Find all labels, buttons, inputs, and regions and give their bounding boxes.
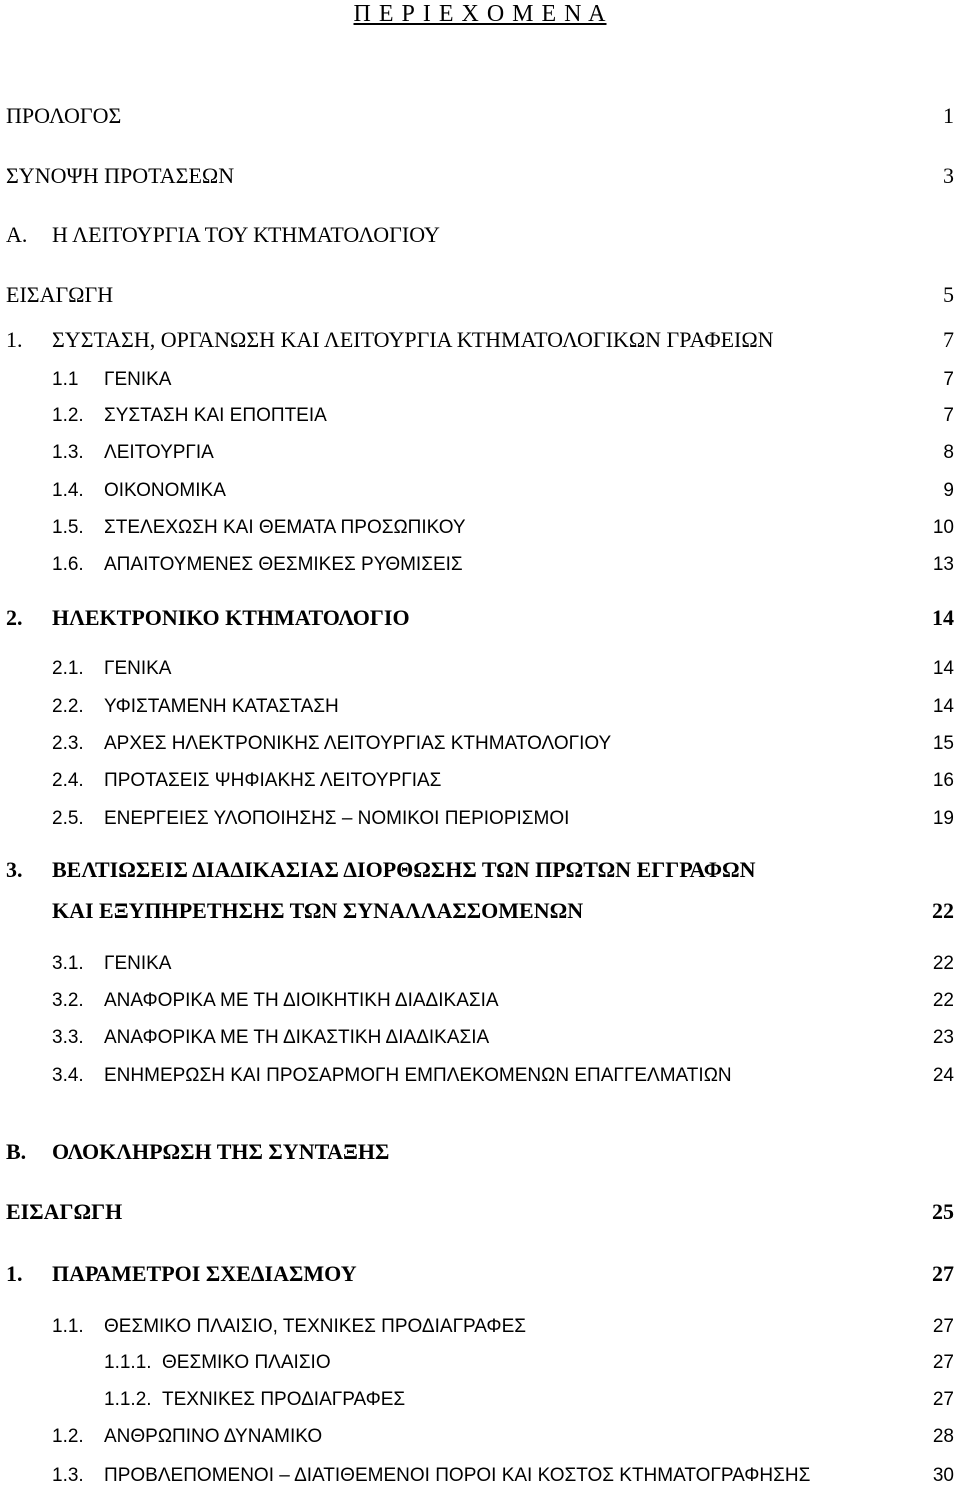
toc-entry-title: ΤΕΧΝΙΚΕΣ ΠΡΟΔΙΑΓΡΑΦΕΣ <box>162 1389 406 1410</box>
toc-entry-page: 14 <box>932 696 954 717</box>
toc-entry-number: 3.4. <box>52 1065 84 1086</box>
toc-entry-title: ΓΕΝΙΚΑ <box>104 658 172 679</box>
toc-entry-page: 22 <box>932 953 954 974</box>
toc-entry-title: ΛΕΙΤΟΥΡΓΙΑ <box>104 442 214 463</box>
toc-entry-number: 1.1 <box>52 369 79 390</box>
toc-entry-number: 2.4. <box>52 770 84 791</box>
toc-entry-title: ΕΝΗΜΕΡΩΣΗ ΚΑΙ ΠΡΟΣΑΡΜΟΓΗ ΕΜΠΛΕΚΟΜΕΝΩΝ ΕΠΑΓΓΕΛΜΑΤΙΩΝ <box>104 1065 732 1086</box>
toc-entry-page: 30 <box>932 1465 954 1486</box>
toc-entry-title: ΣΥΣΤΑΣΗ, ΟΡΓΑΝΩΣΗ ΚΑΙ ΛΕΙΤΟΥΡΓΙΑ ΚΤΗΜΑΤΟΛΟΓΙΚΩΝ ΓΡΑΦΕΙΩΝ <box>52 327 774 352</box>
toc-entry-title: ΠΡΟΛΟΓΟΣ <box>6 103 122 128</box>
toc-entry-title: ΑΝΘΡΩΠΙΝΟ ΔΥΝΑΜΙΚΟ <box>104 1426 323 1447</box>
toc-entry-page: 22 <box>932 898 954 923</box>
toc-entry-number: 2.5. <box>52 808 84 829</box>
toc-entry-title: ΚΑΙ ΕΞΥΠΗΡΕΤΗΣΗΣ ΤΩΝ ΣΥΝΑΛΛΑΣΣΟΜΕΝΩΝ <box>52 898 584 923</box>
toc-entry-number: 1.3. <box>52 442 84 463</box>
toc-entry-title: ΘΕΣΜΙΚΟ ΠΛΑΙΣΙΟ <box>162 1352 331 1373</box>
toc-entry-page: 24 <box>932 1065 954 1086</box>
toc-entry-number: 1.6. <box>52 554 84 575</box>
toc-entry-number: 2.1. <box>52 658 84 679</box>
toc-entry-number: 2. <box>6 605 23 630</box>
toc-entry-number: 1.3. <box>52 1465 84 1486</box>
toc-entry-title: ΟΙΚΟΝΟΜΙΚΑ <box>104 480 226 501</box>
toc-entry-number: 3. <box>6 857 23 882</box>
toc-entry-number: Α. <box>6 222 28 247</box>
toc-entry-page: 1 <box>943 103 954 128</box>
toc-entry-page: 5 <box>943 282 954 307</box>
toc-entry-page: 3 <box>943 163 954 188</box>
toc-entry-number: 1.2. <box>52 1426 84 1447</box>
toc-entry-title: ΠΡΟΤΑΣΕΙΣ ΨΗΦΙΑΚΗΣ ΛΕΙΤΟΥΡΓΙΑΣ <box>104 770 442 791</box>
toc-entry-title: ΕΙΣΑΓΩΓΗ <box>6 1199 123 1224</box>
toc-entry-number: 1.1. <box>52 1316 84 1337</box>
toc-entry-title: ΟΛΟΚΛΗΡΩΣΗ ΤΗΣ ΣΥΝΤΑΞΗΣ <box>52 1139 390 1164</box>
toc-entry-number: 1.2. <box>52 405 84 426</box>
toc-entry-title: ΕΙΣΑΓΩΓΗ <box>6 282 114 307</box>
toc-entry-page: 27 <box>932 1261 954 1286</box>
toc-entry-title: ΓΕΝΙΚΑ <box>104 369 172 390</box>
toc-entry-number: 2.3. <box>52 733 84 754</box>
toc-entry-page: 8 <box>943 442 954 463</box>
toc-entry-page: 15 <box>932 733 954 754</box>
toc-entry-page: 28 <box>932 1426 954 1447</box>
toc-entry-page: 23 <box>932 1027 954 1048</box>
toc-entry-page: 9 <box>943 480 954 501</box>
toc-entry-number: 2.2. <box>52 696 84 717</box>
toc-entry-page: 7 <box>943 405 954 426</box>
toc-entry-number: Β. <box>6 1139 27 1164</box>
toc-entry-page: 14 <box>932 605 954 630</box>
toc-entry-page: 13 <box>932 554 954 575</box>
toc-entry-number: 1. <box>6 327 23 352</box>
page-title: Π Ε Ρ Ι Ε Χ Ο Μ Ε Ν Α <box>353 1 607 27</box>
toc-entry-number: 3.2. <box>52 990 84 1011</box>
toc-entry-page: 7 <box>943 369 954 390</box>
toc-entry-title: ΑΝΑΦΟΡΙΚΑ ΜΕ ΤΗ ΔΙΟΙΚΗΤΙΚΗ ΔΙΑΔΙΚΑΣΙΑ <box>104 990 499 1011</box>
toc-entry-title: ΥΦΙΣΤΑΜΕΝΗ ΚΑΤΑΣΤΑΣΗ <box>104 696 339 717</box>
toc-entry-number: 1. <box>6 1261 23 1286</box>
toc-entry-page: 7 <box>943 327 954 352</box>
toc-entry-number: 3.1. <box>52 953 84 974</box>
toc-entry-title: ΘΕΣΜΙΚΟ ΠΛΑΙΣΙΟ, ΤΕΧΝΙΚΕΣ ΠΡΟΔΙΑΓΡΑΦΕΣ <box>104 1316 526 1337</box>
toc-entry-title: ΠΑΡΑΜΕΤΡΟΙ ΣΧΕΔΙΑΣΜΟΥ <box>52 1261 357 1286</box>
toc-entry-title: ΕΝΕΡΓΕΙΕΣ ΥΛΟΠΟΙΗΣΗΣ – ΝΟΜΙΚΟΙ ΠΕΡΙΟΡΙΣΜΟΙ <box>104 808 570 829</box>
toc-entry-number: 1.1.1. <box>104 1352 152 1373</box>
toc-entry-title: ΒΕΛΤΙΩΣΕΙΣ ΔΙΑΔΙΚΑΣΙΑΣ ΔΙΟΡΘΩΣΗΣ ΤΩΝ ΠΡΩΤΩΝ ΕΓΓΡΑΦΩΝ <box>52 857 756 882</box>
toc-entry-title: Η ΛΕΙΤΟΥΡΓΙΑ ΤΟΥ ΚΤΗΜΑΤΟΛΟΓΙΟΥ <box>52 222 440 247</box>
toc-entry-title: ΣΤΕΛΕΧΩΣΗ ΚΑΙ ΘΕΜΑΤΑ ΠΡΟΣΩΠΙΚΟΥ <box>104 517 466 538</box>
toc-entry-title: ΣΥΣΤΑΣΗ ΚΑΙ ΕΠΟΠΤΕΙΑ <box>104 405 327 426</box>
toc-entry-title: ΑΡΧΕΣ ΗΛΕΚΤΡΟΝΙΚΗΣ ΛΕΙΤΟΥΡΓΙΑΣ ΚΤΗΜΑΤΟΛΟΓΙΟΥ <box>104 733 612 754</box>
toc-entry-number: 1.4. <box>52 480 84 501</box>
toc-entry-page: 22 <box>932 990 954 1011</box>
toc-entry-page: 27 <box>932 1352 954 1373</box>
toc-entry-page: 10 <box>932 517 954 538</box>
toc-entry-page: 25 <box>932 1199 954 1224</box>
toc-entry-title: ΗΛΕΚΤΡΟΝΙΚΟ ΚΤΗΜΑΤΟΛΟΓΙΟ <box>52 605 410 630</box>
toc-entry-title: ΑΝΑΦΟΡΙΚΑ ΜΕ ΤΗ ΔΙΚΑΣΤΙΚΗ ΔΙΑΔΙΚΑΣΙΑ <box>104 1027 490 1048</box>
toc-entry-page: 27 <box>932 1316 954 1337</box>
toc-entry-page: 16 <box>932 770 954 791</box>
toc-entry-number: 1.1.2. <box>104 1389 152 1410</box>
toc-entry-page: 19 <box>932 808 954 829</box>
toc-entry-number: 3.3. <box>52 1027 84 1048</box>
toc-entry-title: ΠΡΟΒΛΕΠΟΜΕΝΟΙ – ΔΙΑΤΙΘΕΜΕΝΟΙ ΠΟΡΟΙ ΚΑΙ ΚΟΣΤΟΣ ΚΤΗΜΑΤΟΓΡΑΦΗΣΗΣ <box>104 1465 811 1486</box>
toc-entry-page: 14 <box>932 658 954 679</box>
toc-entry-title: ΣΥΝΟΨΗ ΠΡΟΤΑΣΕΩΝ <box>6 163 235 188</box>
toc-entry-title: ΑΠΑΙΤΟΥΜΕΝΕΣ ΘΕΣΜΙΚΕΣ ΡΥΘΜΙΣΕΙΣ <box>104 554 463 575</box>
toc-entry-page: 27 <box>932 1389 954 1410</box>
toc-entry-title: ΓΕΝΙΚΑ <box>104 953 172 974</box>
toc-entry-number: 1.5. <box>52 517 84 538</box>
